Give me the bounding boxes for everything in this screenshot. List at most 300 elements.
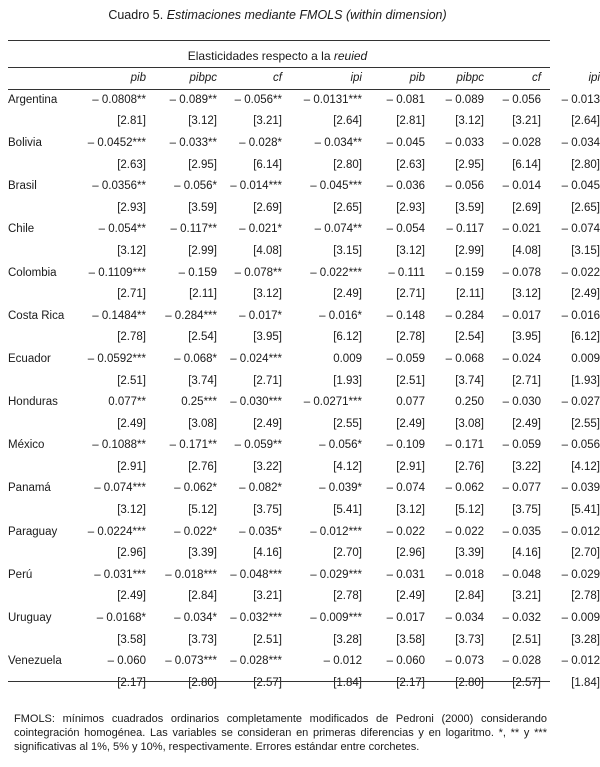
- coefficient-cell: 0.009: [571, 352, 600, 365]
- table-row-se: [8, 456, 600, 478]
- country-name: Costa Rica: [8, 309, 65, 322]
- standard-error-cell: [1.93]: [333, 374, 362, 387]
- table-row-se: [8, 327, 600, 349]
- table-row-se: [8, 197, 600, 219]
- standard-error-cell: [3.75]: [253, 504, 282, 517]
- standard-error-cell: [2.49]: [253, 417, 282, 430]
- standard-error-cell: [2.71]: [253, 374, 282, 387]
- coefficient-cell: – 0.029***: [310, 568, 362, 581]
- coefficient-cell: – 0.0168*: [96, 612, 146, 625]
- table-body: [8, 89, 600, 694]
- standard-error-cell: [3.28]: [571, 633, 600, 646]
- standard-error-cell: [2.49]: [396, 590, 425, 603]
- standard-error-cell: [2.57]: [512, 676, 541, 689]
- coefficient-cell: – 0.022: [561, 266, 600, 279]
- coefficient-cell: – 0.073***: [165, 655, 217, 668]
- standard-error-cell: [2.17]: [396, 676, 425, 689]
- empty-cell: [8, 672, 78, 694]
- table-row: [8, 219, 600, 241]
- standard-error-cell: [6.12]: [333, 331, 362, 344]
- table-row: [8, 262, 600, 284]
- coefficient-cell: – 0.048: [502, 568, 541, 581]
- coefficient-cell: – 0.068: [445, 352, 484, 365]
- standard-error-cell: [3.08]: [188, 417, 217, 430]
- standard-error-cell: [2.64]: [571, 115, 600, 128]
- standard-error-cell: [3.12]: [253, 288, 282, 301]
- standard-error-cell: [3.12]: [396, 244, 425, 257]
- standard-error-cell: [2.96]: [396, 547, 425, 560]
- coefficient-cell: – 0.1088**: [92, 439, 146, 452]
- country-name: Colombia: [8, 266, 57, 279]
- coefficient-cell: – 0.089**: [169, 93, 217, 106]
- table-row-se: [8, 542, 600, 564]
- empty-cell: [8, 154, 78, 176]
- table-row-se: [8, 672, 600, 694]
- table-row: [8, 478, 600, 500]
- top-rule: [8, 40, 550, 41]
- coefficient-cell: – 0.148: [386, 309, 425, 322]
- standard-error-cell: [3.74]: [188, 374, 217, 387]
- coefficient-cell: – 0.059**: [234, 439, 282, 452]
- column-header: pibpc: [456, 72, 484, 84]
- standard-error-cell: [3.12]: [396, 504, 425, 517]
- coefficient-cell: – 0.0131***: [303, 93, 362, 106]
- coefficient-cell: – 0.109: [386, 439, 425, 452]
- coefficient-cell: – 0.018: [445, 568, 484, 581]
- coefficient-cell: – 0.074: [386, 482, 425, 495]
- country-name: Paraguay: [8, 525, 58, 538]
- country-name: Venezuela: [8, 655, 62, 668]
- coefficient-cell: – 0.111: [388, 266, 425, 279]
- coefficient-cell: – 0.284: [445, 309, 484, 322]
- coefficient-cell: – 0.039: [561, 482, 600, 495]
- standard-error-cell: [3.21]: [512, 590, 541, 603]
- standard-error-cell: [2.76]: [188, 460, 217, 473]
- standard-error-cell: [2.78]: [117, 331, 146, 344]
- standard-error-cell: [2.78]: [333, 590, 362, 603]
- bottom-rule: [8, 681, 550, 682]
- coefficient-cell: – 0.022*: [174, 525, 217, 538]
- standard-error-cell: [4.08]: [512, 244, 541, 257]
- standard-error-cell: [2.91]: [396, 460, 425, 473]
- standard-error-cell: [3.73]: [188, 633, 217, 646]
- coefficient-cell: – 0.062*: [174, 482, 217, 495]
- coefficient-cell: – 0.009***: [310, 612, 362, 625]
- coefficient-cell: – 0.068*: [174, 352, 217, 365]
- standard-error-cell: [5.41]: [333, 504, 362, 517]
- coefficient-cell: – 0.078**: [234, 266, 282, 279]
- table-row: [8, 607, 600, 629]
- standard-error-cell: [4.16]: [512, 547, 541, 560]
- coefficient-cell: – 0.0224***: [87, 525, 146, 538]
- standard-error-cell: [2.69]: [253, 201, 282, 214]
- country-name: Argentina: [8, 93, 58, 106]
- standard-error-cell: [2.64]: [333, 115, 362, 128]
- coefficient-cell: – 0.024***: [230, 352, 282, 365]
- coefficient-cell: – 0.017: [502, 309, 541, 322]
- standard-error-cell: [3.08]: [455, 417, 484, 430]
- table-caption: [0, 8, 555, 22]
- empty-cell: [8, 456, 78, 478]
- table-row: [8, 89, 600, 111]
- group-header-italic: reuied: [333, 49, 368, 63]
- standard-error-cell: [3.15]: [333, 244, 362, 257]
- coefficient-cell: – 0.039*: [319, 482, 362, 495]
- standard-error-cell: [3.21]: [253, 115, 282, 128]
- coefficient-cell: – 0.056: [502, 93, 541, 106]
- standard-error-cell: [3.28]: [333, 633, 362, 646]
- coefficient-cell: – 0.059: [502, 439, 541, 452]
- standard-error-cell: [2.95]: [188, 158, 217, 171]
- coefficient-cell: – 0.284***: [165, 309, 217, 322]
- table-row: [8, 435, 600, 457]
- coefficient-cell: 0.25***: [181, 396, 217, 409]
- coefficient-cell: – 0.054**: [98, 223, 146, 236]
- standard-error-cell: [3.39]: [188, 547, 217, 560]
- coefficient-cell: – 0.029: [561, 568, 600, 581]
- standard-error-cell: [3.73]: [455, 633, 484, 646]
- table-row: [8, 175, 600, 197]
- coefficient-cell: – 0.034*: [174, 612, 217, 625]
- coefficient-cell: – 0.034: [445, 612, 484, 625]
- estimates-table: [8, 67, 600, 694]
- standard-error-cell: [2.65]: [333, 201, 362, 214]
- coefficient-cell: – 0.016: [561, 309, 600, 322]
- group-header-text: Elasticidades respecto a la: [187, 49, 331, 63]
- coefficient-cell: – 0.045: [561, 180, 600, 193]
- table-row-se: [8, 283, 600, 305]
- country-name: Bolivia: [8, 136, 42, 149]
- standard-error-cell: [1.93]: [571, 374, 600, 387]
- coefficient-cell: – 0.159: [178, 266, 217, 279]
- standard-error-cell: [2.70]: [333, 547, 362, 560]
- empty-cell: [8, 370, 78, 392]
- empty-cell: [8, 542, 78, 564]
- empty-cell: [8, 586, 78, 608]
- coefficient-cell: – 0.014***: [230, 180, 282, 193]
- coefficient-cell: – 0.013: [561, 93, 600, 106]
- country-name: Perú: [8, 568, 33, 581]
- standard-error-cell: [2.80]: [455, 676, 484, 689]
- coefficient-cell: – 0.056*: [174, 180, 217, 193]
- standard-error-cell: [2.80]: [188, 676, 217, 689]
- coefficient-cell: – 0.018***: [165, 568, 217, 581]
- standard-error-cell: [6.14]: [253, 158, 282, 171]
- standard-error-cell: [2.51]: [396, 374, 425, 387]
- country-name: México: [8, 439, 45, 452]
- coefficient-cell: – 0.034**: [314, 136, 362, 149]
- standard-error-cell: [2.99]: [188, 244, 217, 257]
- empty-cell: [8, 283, 78, 305]
- standard-error-cell: [5.12]: [188, 504, 217, 517]
- coefficient-cell: – 0.056: [561, 439, 600, 452]
- standard-error-cell: [6.12]: [571, 331, 600, 344]
- caption-prefix: Cuadro 5.: [108, 8, 164, 22]
- standard-error-cell: [2.96]: [117, 547, 146, 560]
- coefficient-cell: – 0.054: [386, 223, 425, 236]
- empty-cell: [8, 499, 78, 521]
- coefficient-cell: – 0.1484**: [92, 309, 146, 322]
- standard-error-cell: [3.74]: [455, 374, 484, 387]
- column-header-country: [8, 67, 78, 89]
- standard-error-cell: [6.14]: [512, 158, 541, 171]
- empty-cell: [8, 413, 78, 435]
- standard-error-cell: [2.78]: [396, 331, 425, 344]
- coefficient-cell: – 0.031: [386, 568, 425, 581]
- standard-error-cell: [2.93]: [117, 201, 146, 214]
- coefficient-cell: – 0.028*: [239, 136, 282, 149]
- standard-error-cell: [3.58]: [117, 633, 146, 646]
- table-row-se: [8, 111, 600, 133]
- coefficient-cell: – 0.012: [561, 655, 600, 668]
- coefficient-cell: 0.077: [396, 396, 425, 409]
- coefficient-cell: – 0.074**: [314, 223, 362, 236]
- country-name: Panamá: [8, 482, 51, 495]
- coefficient-cell: – 0.0356**: [92, 180, 146, 193]
- country-name: Chile: [8, 223, 35, 236]
- standard-error-cell: [2.93]: [396, 201, 425, 214]
- standard-error-cell: [2.49]: [571, 288, 600, 301]
- coefficient-cell: – 0.0592***: [87, 352, 146, 365]
- standard-error-cell: [2.71]: [396, 288, 425, 301]
- standard-error-cell: [1.84]: [333, 676, 362, 689]
- standard-error-cell: [2.80]: [571, 158, 600, 171]
- standard-error-cell: [1.84]: [571, 676, 600, 689]
- group-header: [0, 49, 555, 63]
- standard-error-cell: [2.17]: [117, 676, 146, 689]
- column-header-row: [8, 67, 600, 89]
- coefficient-cell: – 0.089: [445, 93, 484, 106]
- standard-error-cell: [2.71]: [512, 374, 541, 387]
- standard-error-cell: [4.12]: [571, 460, 600, 473]
- standard-error-cell: [2.49]: [512, 417, 541, 430]
- standard-error-cell: [2.95]: [455, 158, 484, 171]
- table-row-se: [8, 586, 600, 608]
- table-row: [8, 564, 600, 586]
- standard-error-cell: [3.12]: [512, 288, 541, 301]
- coefficient-cell: – 0.012***: [310, 525, 362, 538]
- standard-error-cell: [3.21]: [253, 590, 282, 603]
- standard-error-cell: [3.15]: [571, 244, 600, 257]
- standard-error-cell: [3.59]: [455, 201, 484, 214]
- coefficient-cell: – 0.082*: [239, 482, 282, 495]
- standard-error-cell: [2.49]: [396, 417, 425, 430]
- standard-error-cell: [3.59]: [188, 201, 217, 214]
- table-row: [8, 132, 600, 154]
- standard-error-cell: [3.21]: [512, 115, 541, 128]
- coefficient-cell: – 0.021: [502, 223, 541, 236]
- standard-error-cell: [2.91]: [117, 460, 146, 473]
- coefficient-cell: 0.250: [455, 396, 484, 409]
- coefficient-cell: – 0.171: [445, 439, 484, 452]
- table-row: [8, 650, 600, 672]
- standard-error-cell: [2.84]: [188, 590, 217, 603]
- coefficient-cell: – 0.027: [561, 396, 600, 409]
- standard-error-cell: [3.12]: [188, 115, 217, 128]
- coefficient-cell: – 0.074***: [94, 482, 146, 495]
- standard-error-cell: [2.71]: [117, 288, 146, 301]
- coefficient-cell: – 0.021*: [239, 223, 282, 236]
- coefficient-cell: – 0.034: [561, 136, 600, 149]
- column-header: pib: [409, 72, 425, 84]
- coefficient-cell: – 0.056**: [234, 93, 282, 106]
- coefficient-cell: – 0.036: [386, 180, 425, 193]
- standard-error-cell: [2.54]: [188, 331, 217, 344]
- coefficient-cell: – 0.117: [446, 223, 484, 236]
- standard-error-cell: [2.57]: [253, 676, 282, 689]
- coefficient-cell: – 0.033: [445, 136, 484, 149]
- coefficient-cell: – 0.0452***: [87, 136, 146, 149]
- standard-error-cell: [2.54]: [455, 331, 484, 344]
- standard-error-cell: [2.69]: [512, 201, 541, 214]
- standard-error-cell: [4.12]: [333, 460, 362, 473]
- standard-error-cell: [2.63]: [396, 158, 425, 171]
- country-name: Uruguay: [8, 612, 52, 625]
- empty-cell: [8, 240, 78, 262]
- country-name: Ecuador: [8, 352, 51, 365]
- coefficient-cell: – 0.028***: [230, 655, 282, 668]
- standard-error-cell: [2.81]: [117, 115, 146, 128]
- standard-error-cell: [3.75]: [512, 504, 541, 517]
- table-row: [8, 391, 600, 413]
- table-row: [8, 521, 600, 543]
- empty-cell: [8, 327, 78, 349]
- standard-error-cell: [2.80]: [333, 158, 362, 171]
- standard-error-cell: [2.70]: [571, 547, 600, 560]
- standard-error-cell: [3.58]: [396, 633, 425, 646]
- coefficient-cell: – 0.017*: [239, 309, 282, 322]
- standard-error-cell: [3.39]: [455, 547, 484, 560]
- coefficient-cell: – 0.017: [386, 612, 425, 625]
- table-row-se: [8, 154, 600, 176]
- standard-error-cell: [2.65]: [571, 201, 600, 214]
- standard-error-cell: [5.12]: [455, 504, 484, 517]
- table-row-se: [8, 413, 600, 435]
- empty-cell: [8, 111, 78, 133]
- standard-error-cell: [5.41]: [571, 504, 600, 517]
- standard-error-cell: [2.11]: [189, 288, 217, 301]
- coefficient-cell: – 0.012: [323, 655, 362, 668]
- column-header: ipi: [350, 72, 362, 84]
- coefficient-cell: – 0.060: [386, 655, 425, 668]
- column-header: pibpc: [189, 72, 217, 84]
- standard-error-cell: [2.84]: [455, 590, 484, 603]
- coefficient-cell: – 0.073: [445, 655, 484, 668]
- country-name: Brasil: [8, 180, 37, 193]
- standard-error-cell: [2.49]: [117, 590, 146, 603]
- standard-error-cell: [3.95]: [253, 331, 282, 344]
- coefficient-cell: – 0.074: [561, 223, 600, 236]
- coefficient-cell: – 0.045: [386, 136, 425, 149]
- coefficient-cell: – 0.024: [502, 352, 541, 365]
- coefficient-cell: – 0.022***: [310, 266, 362, 279]
- coefficient-cell: – 0.059: [386, 352, 425, 365]
- coefficient-cell: – 0.031***: [94, 568, 146, 581]
- coefficient-cell: – 0.081: [386, 93, 425, 106]
- coefficient-cell: – 0.035: [502, 525, 541, 538]
- coefficient-cell: – 0.0808**: [92, 93, 146, 106]
- table-row-se: [8, 370, 600, 392]
- coefficient-cell: – 0.060: [107, 655, 146, 668]
- coefficient-cell: – 0.032: [502, 612, 541, 625]
- standard-error-cell: [2.99]: [455, 244, 484, 257]
- coefficient-cell: – 0.014: [502, 180, 541, 193]
- standard-error-cell: [2.49]: [333, 288, 362, 301]
- empty-cell: [8, 629, 78, 651]
- standard-error-cell: [3.22]: [253, 460, 282, 473]
- standard-error-cell: [2.63]: [117, 158, 146, 171]
- column-header: pib: [130, 72, 146, 84]
- standard-error-cell: [2.51]: [253, 633, 282, 646]
- country-name: Honduras: [8, 396, 58, 409]
- coefficient-cell: – 0.028: [502, 655, 541, 668]
- standard-error-cell: [2.55]: [333, 417, 362, 430]
- coefficient-cell: – 0.035*: [239, 525, 282, 538]
- table-row: [8, 305, 600, 327]
- standard-error-cell: [2.55]: [571, 417, 600, 430]
- coefficient-cell: – 0.016*: [319, 309, 362, 322]
- coefficient-cell: – 0.159: [445, 266, 484, 279]
- coefficient-cell: – 0.028: [502, 136, 541, 149]
- standard-error-cell: [2.11]: [456, 288, 484, 301]
- coefficient-cell: 0.077**: [108, 396, 146, 409]
- standard-error-cell: [3.12]: [117, 244, 146, 257]
- standard-error-cell: [4.16]: [253, 547, 282, 560]
- coefficient-cell: – 0.062: [445, 482, 484, 495]
- coefficient-cell: – 0.033**: [169, 136, 217, 149]
- standard-error-cell: [2.78]: [571, 590, 600, 603]
- coefficient-cell: – 0.032***: [230, 612, 282, 625]
- column-header: ipi: [588, 72, 600, 84]
- empty-cell: [8, 197, 78, 219]
- coefficient-cell: – 0.048***: [230, 568, 282, 581]
- table-row-se: [8, 499, 600, 521]
- coefficient-cell: – 0.009: [561, 612, 600, 625]
- coefficient-cell: – 0.0271***: [303, 396, 362, 409]
- coefficient-cell: – 0.171**: [169, 439, 217, 452]
- table-row-se: [8, 629, 600, 651]
- coefficient-cell: – 0.012: [561, 525, 600, 538]
- table-row-se: [8, 240, 600, 262]
- table-row: [8, 348, 600, 370]
- coefficient-cell: – 0.077: [502, 482, 541, 495]
- coefficient-cell: – 0.1109***: [88, 266, 146, 279]
- standard-error-cell: [2.76]: [455, 460, 484, 473]
- standard-error-cell: [2.51]: [512, 633, 541, 646]
- table-note: FMOLS: mínimos cuadrados ordinarios completamente modificados de Pedroni (2000) considerando cointegración homogénea. Las variables se consideran en primeras diferencias y en logaritmo. *, ** y *** significativas al 1%, 5% y 10%, respectivamente. Errores estándar entre corchetes.: [14, 713, 547, 753]
- standard-error-cell: [3.95]: [512, 331, 541, 344]
- standard-error-cell: [2.81]: [396, 115, 425, 128]
- coefficient-cell: – 0.030: [502, 396, 541, 409]
- coefficient-cell: – 0.056: [445, 180, 484, 193]
- standard-error-cell: [3.22]: [512, 460, 541, 473]
- standard-error-cell: [2.49]: [117, 417, 146, 430]
- column-header: cf: [273, 72, 282, 84]
- coefficient-cell: – 0.117**: [170, 223, 217, 236]
- standard-error-cell: [4.08]: [253, 244, 282, 257]
- coefficient-cell: – 0.022: [386, 525, 425, 538]
- coefficient-cell: – 0.056*: [319, 439, 362, 452]
- coefficient-cell: 0.009: [333, 352, 362, 365]
- column-header: cf: [532, 72, 541, 84]
- standard-error-cell: [3.12]: [117, 504, 146, 517]
- standard-error-cell: [3.12]: [455, 115, 484, 128]
- coefficient-cell: – 0.078: [502, 266, 541, 279]
- caption-title: Estimaciones mediante FMOLS (within dimension): [166, 8, 447, 22]
- standard-error-cell: [2.51]: [117, 374, 146, 387]
- coefficient-cell: – 0.030***: [230, 396, 282, 409]
- coefficient-cell: – 0.045***: [310, 180, 362, 193]
